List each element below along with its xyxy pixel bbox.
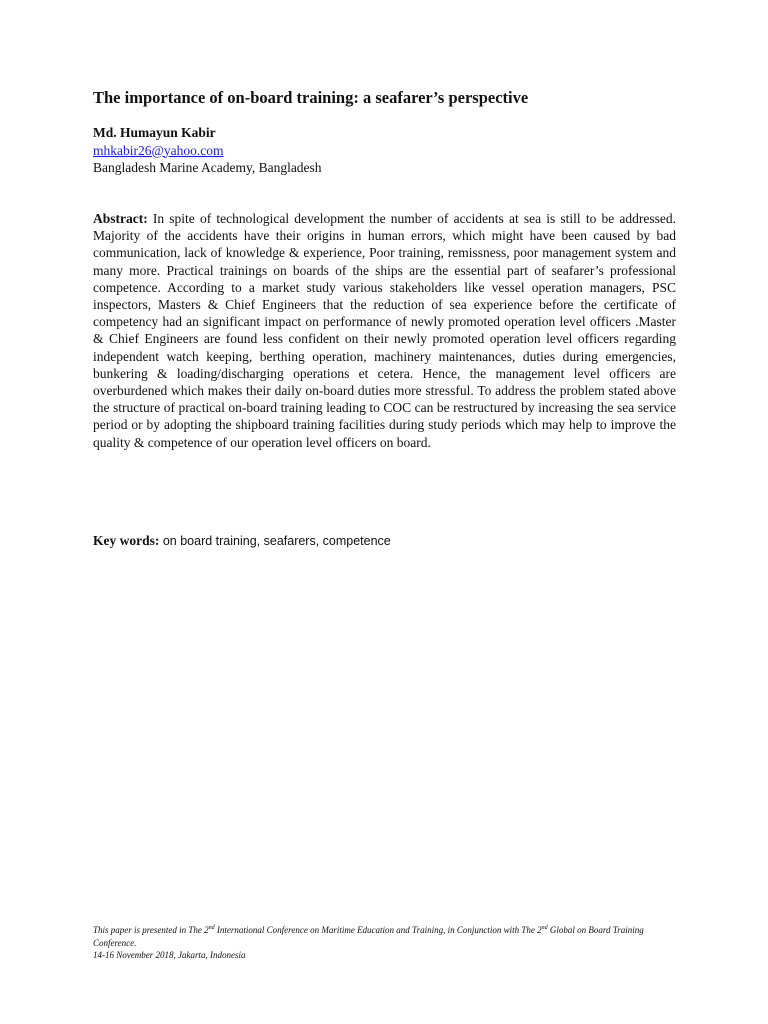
author-email-link[interactable]: mhkabir26@yahoo.com [93,142,224,158]
footnote-sup2: nd [541,925,548,931]
paper-title: The importance of on-board training: a seafarer’s perspective [93,88,529,107]
keywords-label: Key words: [93,533,160,548]
footnote-sup1: nd [208,925,215,931]
footnote-part1: This paper is presented in The 2 [93,925,209,935]
footnote-date-location: 14-16 November 2018, Jakarta, Indonesia [93,950,246,960]
abstract-label: Abstract: [93,211,148,226]
footnote-part2: International Conference on Maritime Education and Training, in Conjunction with The 2 [214,925,542,935]
keywords-text: on board training, seafarers, competence [159,534,391,548]
abstract-text: In spite of technological development the number of accidents at sea is still to be addressed. Majority of the accidents have their origins in human errors, which might have been caused by bad communication, lack of knowledge & experience, Poor training, remissness, poor management system and many more. Practical trainings on boards of the ships are the essential part of seafarer’s professional competence. According to a market study various stakeholders like vessel operation managers, PSC inspectors, Masters & Chief Engineers that the reduction of sea experience before the certificate of competency had an significant impact on performance of newly promoted operation level officers .Master & Chief Engineers are found less confident on their newly promoted operation level officers regarding independent watch keeping, berthing operation, machinery maintenances, duties during emergencies, bunkering & loading/discharging operations et cetera. Hence, the management level officers are overburdened which makes their daily on-board duties more stressful. To address the problem stated above the structure of practical on-board training leading to COC can be restructured by increasing the sea service period or by adopting the shipboard training facilities during study periods which may help to improve the quality & competence of our operation level officers on board. [93,211,676,450]
author-name: Md. Humayun Kabir [93,125,216,140]
paper-page [93,0,676,1024]
keywords-line [93,533,391,549]
conference-footnote [93,924,676,962]
footnote-part3: Global on Board Training Conference. [93,925,644,948]
author-block [93,124,322,177]
author-affiliation: Bangladesh Marine Academy, Bangladesh [93,160,322,175]
abstract-paragraph [93,210,676,451]
